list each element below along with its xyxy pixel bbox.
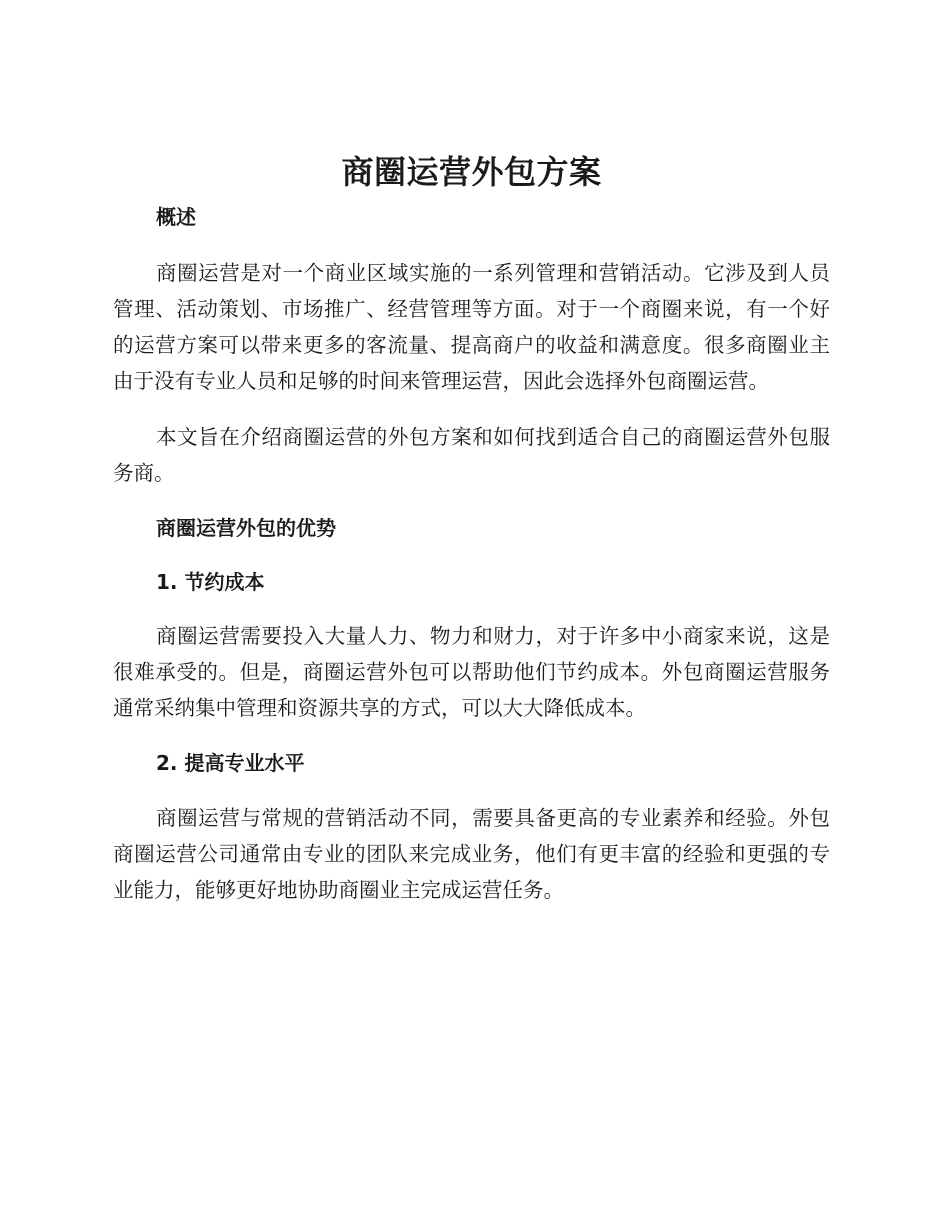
- advantages-heading: 商圈运营外包的优势: [156, 516, 336, 540]
- section-heading-professional: 2. 提高专业水平: [156, 751, 305, 775]
- section-body-cost: 商圈运营需要投入大量人力、物力和财力，对于许多中小商家来说，这是很难承受的。但是，商圈运营外包可以帮助他们节约成本。外包商圈运营服务通常采纳集中管理和资源共享的方式，可以大大降低成本。: [113, 624, 830, 720]
- section-body-professional: 商圈运营与常规的营销活动不同，需要具备更高的专业素养和经验。外包商圈运营公司通常由专业的团队来完成业务，他们有更丰富的经验和更强的专业能力，能够更好地协助商圈业主完成运营任务。: [113, 806, 830, 902]
- document-title: 商圈运营外包方案: [341, 153, 602, 191]
- section-heading-cost: 1. 节约成本: [156, 570, 265, 594]
- overview-heading: 概述: [156, 205, 196, 229]
- intro-paragraph-1: 商圈运营是对一个商业区域实施的一系列管理和营销活动。它涉及到人员管理、活动策划、市场推广、经营管理等方面。对于一个商圈来说，有一个好的运营方案可以带来更多的客流量、提高商户的收益和满意度。很多商圈业主由于没有专业人员和足够的时间来管理运营，因此会选择外包商圈运营。: [113, 261, 830, 393]
- intro-paragraph-2: 本文旨在介绍商圈运营的外包方案和如何找到适合自己的商圈运营外包服务商。: [113, 425, 830, 485]
- document-page: [113, 150, 830, 908]
